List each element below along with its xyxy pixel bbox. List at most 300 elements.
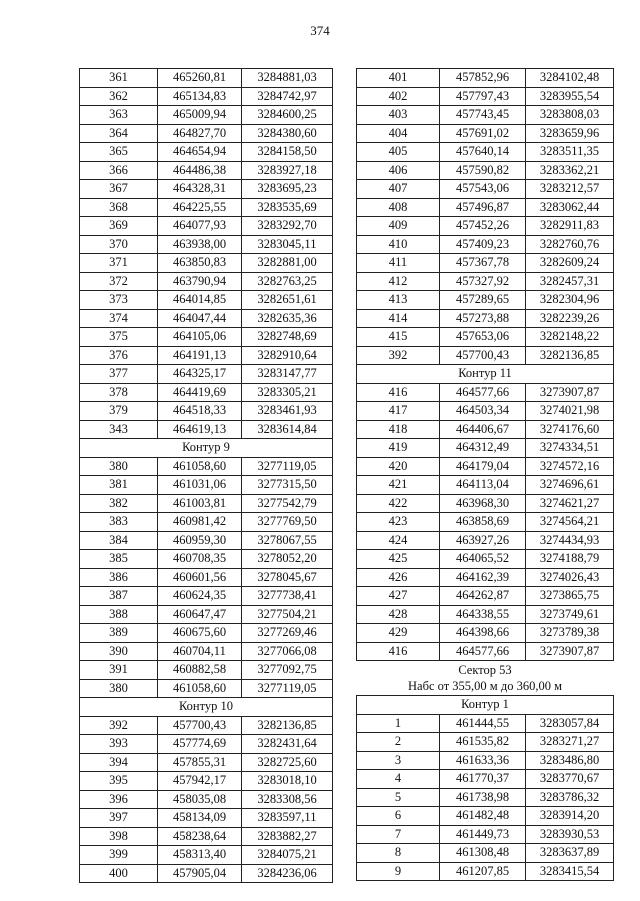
table-row [357, 751, 614, 770]
table-row [357, 69, 614, 88]
y-coordinate-cell: 3283362,21 [526, 161, 614, 180]
point-number-cell: 385 [80, 550, 158, 569]
point-number-cell: 390 [80, 642, 158, 661]
x-coordinate-cell: 457367,78 [440, 254, 526, 273]
table-row [80, 180, 333, 199]
table-row [80, 198, 333, 217]
point-number-cell: 419 [357, 439, 440, 458]
table-row [357, 124, 614, 143]
x-coordinate-cell: 463927,26 [440, 531, 526, 550]
y-coordinate-cell: 3283535,69 [242, 198, 333, 217]
table-row [80, 328, 333, 347]
y-coordinate-cell: 3283292,70 [242, 217, 333, 236]
point-number-cell: 366 [80, 161, 158, 180]
y-coordinate-cell: 3274021,98 [526, 402, 614, 421]
y-coordinate-cell: 3283461,93 [242, 402, 333, 421]
table-row [357, 87, 614, 106]
y-coordinate-cell: 3282910,64 [242, 346, 333, 365]
point-number-cell: 393 [80, 735, 158, 754]
point-number-cell: 384 [80, 531, 158, 550]
y-coordinate-cell: 3274564,21 [526, 513, 614, 532]
x-coordinate-cell: 460675,60 [158, 624, 242, 643]
y-coordinate-cell: 3277738,41 [242, 587, 333, 606]
point-number-cell: 380 [80, 679, 158, 698]
y-coordinate-cell: 3277504,21 [242, 605, 333, 624]
y-coordinate-cell: 3277066,08 [242, 642, 333, 661]
contour-header: Контур 1 [357, 696, 614, 715]
point-number-cell: 380 [80, 457, 158, 476]
x-coordinate-cell: 463858,69 [440, 513, 526, 532]
point-number-cell: 5 [357, 788, 440, 807]
point-number-cell: 405 [357, 143, 440, 162]
x-coordinate-cell: 458134,09 [158, 809, 242, 828]
table-row [357, 624, 614, 643]
x-coordinate-cell: 458035,08 [158, 790, 242, 809]
y-coordinate-cell: 3283614,84 [242, 420, 333, 439]
point-number-cell: 2 [357, 733, 440, 752]
x-coordinate-cell: 461031,06 [158, 476, 242, 495]
x-coordinate-cell: 460882,58 [158, 661, 242, 680]
y-coordinate-cell: 3278052,20 [242, 550, 333, 569]
table-row [80, 772, 333, 791]
y-coordinate-cell: 3283045,11 [242, 235, 333, 254]
x-coordinate-cell: 457700,43 [158, 716, 242, 735]
table-row [357, 568, 614, 587]
point-number-cell: 406 [357, 161, 440, 180]
point-number-cell: 396 [80, 790, 158, 809]
x-coordinate-cell: 464419,69 [158, 383, 242, 402]
table-row [357, 346, 614, 365]
y-coordinate-cell: 3283057,84 [526, 714, 614, 733]
y-coordinate-cell: 3284236,06 [242, 864, 333, 883]
table-row [357, 825, 614, 844]
x-coordinate-cell: 464654,94 [158, 143, 242, 162]
point-number-cell: 361 [80, 69, 158, 88]
point-number-cell: 379 [80, 402, 158, 421]
x-coordinate-cell: 464328,31 [158, 180, 242, 199]
table-row [357, 402, 614, 421]
point-number-cell: 411 [357, 254, 440, 273]
x-coordinate-cell: 460601,56 [158, 568, 242, 587]
coordinates-table-right [356, 68, 614, 881]
x-coordinate-cell: 457543,06 [440, 180, 526, 199]
table-row [80, 143, 333, 162]
point-number-cell: 409 [357, 217, 440, 236]
table-row [80, 679, 333, 698]
x-coordinate-cell: 464105,06 [158, 328, 242, 347]
table-row [80, 661, 333, 680]
x-coordinate-cell: 460647,47 [158, 605, 242, 624]
point-number-cell: 414 [357, 309, 440, 328]
table-row [80, 106, 333, 125]
y-coordinate-cell: 3283271,27 [526, 733, 614, 752]
table-row [80, 864, 333, 883]
table-row [80, 605, 333, 624]
y-coordinate-cell: 3283415,54 [526, 862, 614, 881]
y-coordinate-cell: 3282136,85 [526, 346, 614, 365]
table-row [357, 605, 614, 624]
y-coordinate-cell: 3283882,27 [242, 827, 333, 846]
point-number-cell: 392 [357, 346, 440, 365]
table-row [80, 494, 333, 513]
point-number-cell: 6 [357, 807, 440, 826]
y-coordinate-cell: 3283018,10 [242, 772, 333, 791]
x-coordinate-cell: 464225,55 [158, 198, 242, 217]
y-coordinate-cell: 3282651,61 [242, 291, 333, 310]
table-row [357, 494, 614, 513]
point-number-cell: 371 [80, 254, 158, 273]
point-number-cell: 418 [357, 420, 440, 439]
y-coordinate-cell: 3282881,00 [242, 254, 333, 273]
point-number-cell: 398 [80, 827, 158, 846]
y-coordinate-cell: 3282239,26 [526, 309, 614, 328]
table-row [357, 217, 614, 236]
table-row [80, 457, 333, 476]
point-number-cell: 8 [357, 844, 440, 863]
x-coordinate-cell: 457905,04 [158, 864, 242, 883]
table-row [357, 383, 614, 402]
x-coordinate-cell: 464162,39 [440, 568, 526, 587]
point-number-cell: 363 [80, 106, 158, 125]
y-coordinate-cell: 3283147,77 [242, 365, 333, 384]
table-row [80, 402, 333, 421]
x-coordinate-cell: 457452,26 [440, 217, 526, 236]
point-number-cell: 410 [357, 235, 440, 254]
y-coordinate-cell: 3284881,03 [242, 69, 333, 88]
y-coordinate-cell: 3282748,69 [242, 328, 333, 347]
y-coordinate-cell: 3283914,20 [526, 807, 614, 826]
x-coordinate-cell: 464113,04 [440, 476, 526, 495]
point-number-cell: 3 [357, 751, 440, 770]
y-coordinate-cell: 3282136,85 [242, 716, 333, 735]
x-coordinate-cell: 464047,44 [158, 309, 242, 328]
table-row [80, 587, 333, 606]
point-number-cell: 401 [357, 69, 440, 88]
point-number-cell: 403 [357, 106, 440, 125]
x-coordinate-cell: 464179,04 [440, 457, 526, 476]
x-coordinate-cell: 461207,85 [440, 862, 526, 881]
x-coordinate-cell: 457942,17 [158, 772, 242, 791]
y-coordinate-cell: 3273907,87 [526, 383, 614, 402]
table-row [80, 476, 333, 495]
y-coordinate-cell: 3282431,64 [242, 735, 333, 754]
table-row [357, 309, 614, 328]
x-coordinate-cell: 464398,66 [440, 624, 526, 643]
x-coordinate-cell: 465260,81 [158, 69, 242, 88]
x-coordinate-cell: 461058,60 [158, 679, 242, 698]
contour-header: Контур 11 [357, 365, 614, 384]
contour-header-row [80, 698, 333, 717]
y-coordinate-cell: 3282609,24 [526, 254, 614, 273]
table-row [357, 328, 614, 347]
x-coordinate-cell: 457797,43 [440, 87, 526, 106]
x-coordinate-cell: 463790,94 [158, 272, 242, 291]
sector-title: Сектор 53 [458, 663, 512, 677]
y-coordinate-cell: 3284158,50 [242, 143, 333, 162]
y-coordinate-cell: 3283695,23 [242, 180, 333, 199]
x-coordinate-cell: 464312,49 [440, 439, 526, 458]
x-coordinate-cell: 464325,17 [158, 365, 242, 384]
point-number-cell: 373 [80, 291, 158, 310]
y-coordinate-cell: 3273865,75 [526, 587, 614, 606]
contour-header-row [357, 696, 614, 715]
x-coordinate-cell: 461535,82 [440, 733, 526, 752]
y-coordinate-cell: 3282304,96 [526, 291, 614, 310]
contour-header: Контур 9 [80, 439, 333, 458]
y-coordinate-cell: 3274434,93 [526, 531, 614, 550]
table-row [80, 735, 333, 754]
point-number-cell: 392 [80, 716, 158, 735]
table-row [357, 531, 614, 550]
y-coordinate-cell: 3274188,79 [526, 550, 614, 569]
y-coordinate-cell: 3278045,67 [242, 568, 333, 587]
point-number-cell: 362 [80, 87, 158, 106]
x-coordinate-cell: 464518,33 [158, 402, 242, 421]
contour-header-row [80, 439, 333, 458]
table-row [357, 807, 614, 826]
y-coordinate-cell: 3273749,61 [526, 605, 614, 624]
y-coordinate-cell: 3283062,44 [526, 198, 614, 217]
y-coordinate-cell: 3273907,87 [526, 642, 614, 661]
y-coordinate-cell: 3277119,05 [242, 679, 333, 698]
point-number-cell: 423 [357, 513, 440, 532]
y-coordinate-cell: 3274621,27 [526, 494, 614, 513]
point-number-cell: 417 [357, 402, 440, 421]
point-number-cell: 376 [80, 346, 158, 365]
table-row [357, 439, 614, 458]
point-number-cell: 422 [357, 494, 440, 513]
table-row [357, 161, 614, 180]
y-coordinate-cell: 3282457,31 [526, 272, 614, 291]
point-number-cell: 421 [357, 476, 440, 495]
table-row [357, 714, 614, 733]
table-row [357, 198, 614, 217]
x-coordinate-cell: 464065,52 [440, 550, 526, 569]
x-coordinate-cell: 464619,13 [158, 420, 242, 439]
point-number-cell: 395 [80, 772, 158, 791]
table-row [357, 844, 614, 863]
point-number-cell: 368 [80, 198, 158, 217]
table-row [80, 309, 333, 328]
y-coordinate-cell: 3277092,75 [242, 661, 333, 680]
x-coordinate-cell: 461003,81 [158, 494, 242, 513]
table-row [357, 550, 614, 569]
point-number-cell: 400 [80, 864, 158, 883]
table-row [80, 531, 333, 550]
table-row [80, 235, 333, 254]
x-coordinate-cell: 464577,66 [440, 642, 526, 661]
x-coordinate-cell: 457855,31 [158, 753, 242, 772]
x-coordinate-cell: 457774,69 [158, 735, 242, 754]
y-coordinate-cell: 3283511,35 [526, 143, 614, 162]
point-number-cell: 375 [80, 328, 158, 347]
point-number-cell: 427 [357, 587, 440, 606]
point-number-cell: 386 [80, 568, 158, 587]
x-coordinate-cell: 461738,98 [440, 788, 526, 807]
table-row [80, 383, 333, 402]
table-row [357, 272, 614, 291]
point-number-cell: 402 [357, 87, 440, 106]
table-row [357, 733, 614, 752]
y-coordinate-cell: 3283597,11 [242, 809, 333, 828]
point-number-cell: 391 [80, 661, 158, 680]
y-coordinate-cell: 3274176,60 [526, 420, 614, 439]
x-coordinate-cell: 461058,60 [158, 457, 242, 476]
y-coordinate-cell: 3283770,67 [526, 770, 614, 789]
y-coordinate-cell: 3283212,57 [526, 180, 614, 199]
y-coordinate-cell: 3284380,60 [242, 124, 333, 143]
x-coordinate-cell: 464077,93 [158, 217, 242, 236]
y-coordinate-cell: 3278067,55 [242, 531, 333, 550]
x-coordinate-cell: 458313,40 [158, 846, 242, 865]
y-coordinate-cell: 3283637,89 [526, 844, 614, 863]
x-coordinate-cell: 461482,48 [440, 807, 526, 826]
table-row [80, 513, 333, 532]
x-coordinate-cell: 464577,66 [440, 383, 526, 402]
table-row [80, 827, 333, 846]
point-number-cell: 369 [80, 217, 158, 236]
x-coordinate-cell: 464262,87 [440, 587, 526, 606]
table-row [357, 770, 614, 789]
point-number-cell: 378 [80, 383, 158, 402]
y-coordinate-cell: 3284600,25 [242, 106, 333, 125]
x-coordinate-cell: 460981,42 [158, 513, 242, 532]
table-row [80, 365, 333, 384]
table-row [80, 624, 333, 643]
x-coordinate-cell: 464014,85 [158, 291, 242, 310]
y-coordinate-cell: 3277119,05 [242, 457, 333, 476]
table-row [80, 346, 333, 365]
y-coordinate-cell: 3284075,21 [242, 846, 333, 865]
x-coordinate-cell: 460959,30 [158, 531, 242, 550]
x-coordinate-cell: 464191,13 [158, 346, 242, 365]
x-coordinate-cell: 457327,92 [440, 272, 526, 291]
table-row [357, 587, 614, 606]
y-coordinate-cell: 3274026,43 [526, 568, 614, 587]
x-coordinate-cell: 463968,30 [440, 494, 526, 513]
x-coordinate-cell: 465009,94 [158, 106, 242, 125]
point-number-cell: 416 [357, 642, 440, 661]
sector-header [357, 661, 614, 696]
table-row [357, 235, 614, 254]
table-row [357, 513, 614, 532]
y-coordinate-cell: 3277269,46 [242, 624, 333, 643]
point-number-cell: 7 [357, 825, 440, 844]
table-row [357, 642, 614, 661]
y-coordinate-cell: 3284742,97 [242, 87, 333, 106]
table-row [357, 420, 614, 439]
point-number-cell: 372 [80, 272, 158, 291]
table-row [80, 69, 333, 88]
y-coordinate-cell: 3273789,38 [526, 624, 614, 643]
table-row [80, 809, 333, 828]
y-coordinate-cell: 3283808,03 [526, 106, 614, 125]
y-coordinate-cell: 3283786,32 [526, 788, 614, 807]
table-row [80, 87, 333, 106]
point-number-cell: 424 [357, 531, 440, 550]
x-coordinate-cell: 457653,06 [440, 328, 526, 347]
point-number-cell: 408 [357, 198, 440, 217]
point-number-cell: 1 [357, 714, 440, 733]
x-coordinate-cell: 461444,55 [440, 714, 526, 733]
point-number-cell: 425 [357, 550, 440, 569]
point-number-cell: 383 [80, 513, 158, 532]
y-coordinate-cell: 3282148,22 [526, 328, 614, 347]
point-number-cell: 420 [357, 457, 440, 476]
table-row [80, 550, 333, 569]
x-coordinate-cell: 465134,83 [158, 87, 242, 106]
point-number-cell: 388 [80, 605, 158, 624]
x-coordinate-cell: 460624,35 [158, 587, 242, 606]
table-row [357, 788, 614, 807]
y-coordinate-cell: 3277769,50 [242, 513, 333, 532]
point-number-cell: 413 [357, 291, 440, 310]
y-coordinate-cell: 3274696,61 [526, 476, 614, 495]
x-coordinate-cell: 461633,36 [440, 751, 526, 770]
x-coordinate-cell: 457289,65 [440, 291, 526, 310]
point-number-cell: 407 [357, 180, 440, 199]
point-number-cell: 370 [80, 235, 158, 254]
x-coordinate-cell: 460704,11 [158, 642, 242, 661]
y-coordinate-cell: 3284102,48 [526, 69, 614, 88]
x-coordinate-cell: 457409,23 [440, 235, 526, 254]
table-row [80, 217, 333, 236]
x-coordinate-cell: 464486,38 [158, 161, 242, 180]
table-row [80, 568, 333, 587]
table-row [80, 790, 333, 809]
point-number-cell: 364 [80, 124, 158, 143]
table-row [357, 254, 614, 273]
x-coordinate-cell: 457496,87 [440, 198, 526, 217]
point-number-cell: 365 [80, 143, 158, 162]
y-coordinate-cell: 3274334,51 [526, 439, 614, 458]
point-number-cell: 404 [357, 124, 440, 143]
y-coordinate-cell: 3283305,21 [242, 383, 333, 402]
table-row [80, 642, 333, 661]
point-number-cell: 377 [80, 365, 158, 384]
y-coordinate-cell: 3282635,36 [242, 309, 333, 328]
point-number-cell: 394 [80, 753, 158, 772]
point-number-cell: 389 [80, 624, 158, 643]
sector-height-range: Набс от 355,00 м до 360,00 м [408, 679, 562, 693]
table-row [357, 143, 614, 162]
table-row [80, 272, 333, 291]
point-number-cell: 412 [357, 272, 440, 291]
x-coordinate-cell: 463938,00 [158, 235, 242, 254]
contour-header-row [357, 365, 614, 384]
y-coordinate-cell: 3277542,79 [242, 494, 333, 513]
point-number-cell: 397 [80, 809, 158, 828]
point-number-cell: 426 [357, 568, 440, 587]
point-number-cell: 415 [357, 328, 440, 347]
table-row [357, 457, 614, 476]
table-row [80, 124, 333, 143]
x-coordinate-cell: 457590,82 [440, 161, 526, 180]
table-row [80, 291, 333, 310]
point-number-cell: 367 [80, 180, 158, 199]
x-coordinate-cell: 458238,64 [158, 827, 242, 846]
x-coordinate-cell: 457273,88 [440, 309, 526, 328]
table-row [357, 862, 614, 881]
point-number-cell: 399 [80, 846, 158, 865]
y-coordinate-cell: 3282760,76 [526, 235, 614, 254]
table-row [357, 476, 614, 495]
y-coordinate-cell: 3283927,18 [242, 161, 333, 180]
y-coordinate-cell: 3277315,50 [242, 476, 333, 495]
table-row [80, 846, 333, 865]
x-coordinate-cell: 457640,14 [440, 143, 526, 162]
x-coordinate-cell: 457743,45 [440, 106, 526, 125]
